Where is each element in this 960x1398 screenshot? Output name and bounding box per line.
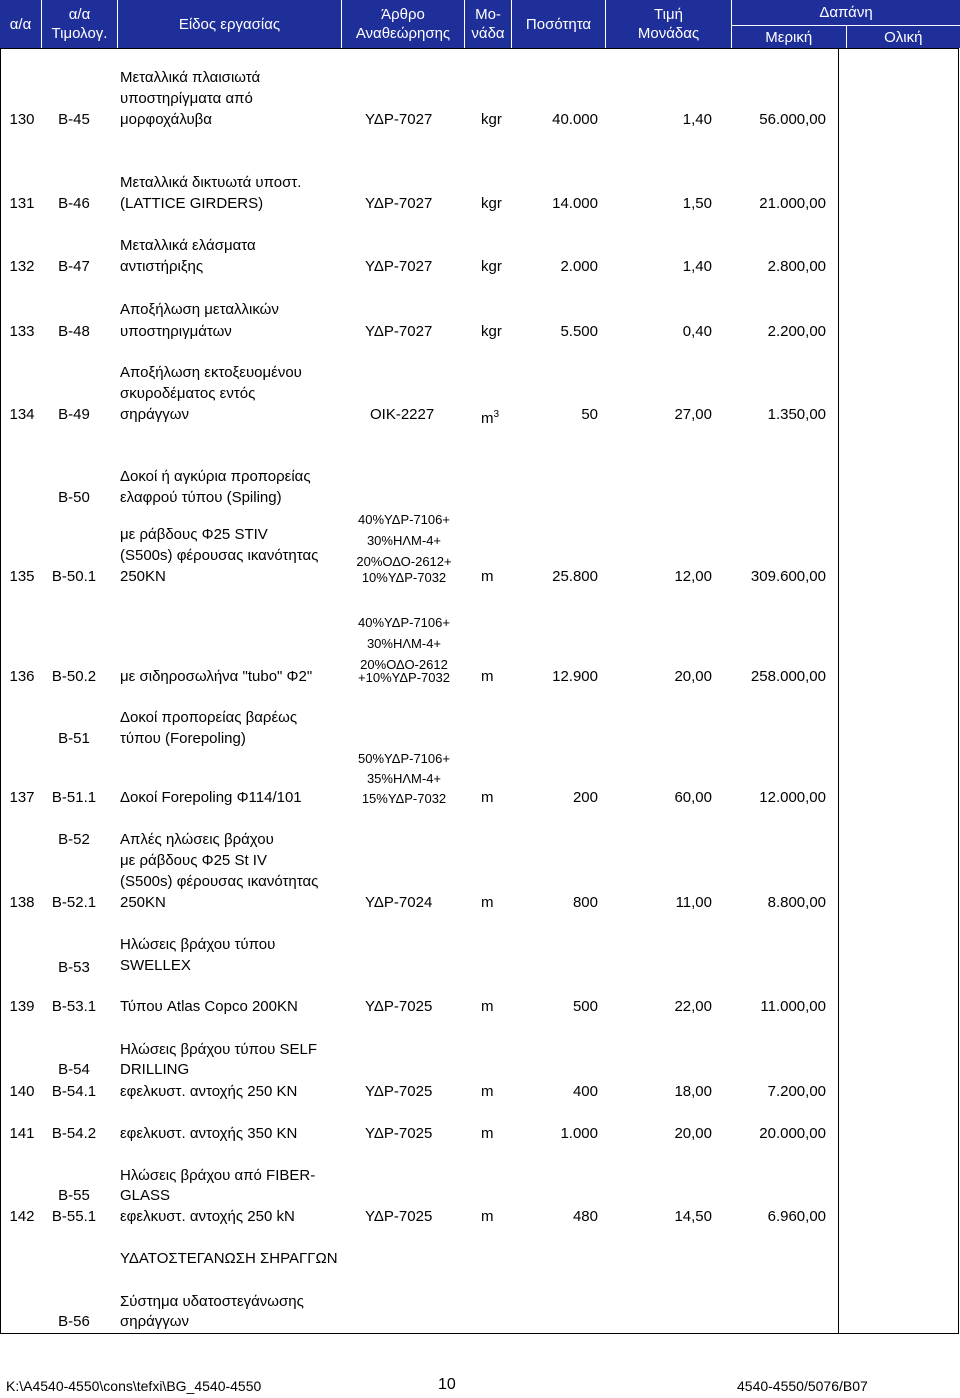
header-arthro-label-1: Άρθρο xyxy=(381,6,425,23)
row-132-code: Β-47 xyxy=(58,258,90,275)
row-135-code: Β-50.1 xyxy=(51,568,97,585)
row-136-num: 136 xyxy=(9,668,35,685)
b56-desc-1: Σύστημα υδατοστεγάνωσης xyxy=(120,1293,304,1310)
row-135-num: 135 xyxy=(9,568,35,585)
row-130-art: ΥΔΡ-7027 xyxy=(365,111,433,128)
row-141-part: 20.000,00 xyxy=(759,1125,826,1142)
row-135-art-1: 40%ΥΔΡ-7106+ xyxy=(358,512,450,527)
row-132-unit: kgr xyxy=(481,258,502,275)
row-140-code: Β-54.1 xyxy=(51,1083,97,1100)
row-139-num: 139 xyxy=(9,998,35,1015)
row-130-desc-2: υποστηρίγματα από xyxy=(120,90,253,107)
b56-desc-2: σηράγγων xyxy=(120,1313,190,1330)
b51-code: Β-51 xyxy=(58,730,90,747)
row-136-art-3: 20%ΟΔΟ-2612 xyxy=(360,657,448,672)
header-timi xyxy=(606,0,732,48)
row-142-group-code: Β-55 xyxy=(58,1187,90,1204)
row-133-desc-1: Αποξήλωση μεταλλικών xyxy=(120,301,279,318)
row-142-code: Β-55.1 xyxy=(51,1208,97,1225)
row-138-desc-3: (S500s) φέρουσας ικανότητας xyxy=(120,873,319,890)
row-134-unit-sup: 3 xyxy=(493,409,500,420)
row-139-desc: Τύπου Atlas Copco 200KN xyxy=(120,998,298,1015)
row-142-desc-1: Ηλώσεις βράχου από FIBER- xyxy=(120,1167,316,1184)
row-133-num: 133 xyxy=(9,323,35,340)
row-135-unit: m xyxy=(481,568,494,585)
page-footer xyxy=(0,1378,960,1398)
header-timi-label-2: Μονάδας xyxy=(637,25,700,42)
header-eidos-label: Είδος εργασίας xyxy=(178,15,281,33)
row-138-desc-4: 250KN xyxy=(120,894,166,911)
row-140-num: 140 xyxy=(9,1083,35,1100)
row-136-desc: με σιδηροσωλήνα "tubo" Φ2" xyxy=(120,668,313,685)
row-139-art: ΥΔΡ-7025 xyxy=(365,998,433,1015)
row-142-qty: 480 xyxy=(572,1208,598,1225)
row-134-desc-3: σηράγγων xyxy=(120,406,190,423)
row-134-desc-2: σκυροδέματος εντός xyxy=(120,385,256,402)
header-dapani-label: Δαπάνη xyxy=(732,0,960,26)
row-135-art-3: 20%ΟΔΟ-2612+ xyxy=(356,554,452,569)
row-141-qty: 1.000 xyxy=(560,1125,598,1142)
row-141-code: Β-54.2 xyxy=(51,1125,97,1142)
row-140-qty: 400 xyxy=(572,1083,598,1100)
footer-file-path: K:\A4540-4550\cons\tefxi\BG_4540-4550 xyxy=(6,1378,262,1394)
row-131-qty: 14.000 xyxy=(552,195,598,212)
row-137-price: 60,00 xyxy=(674,789,712,806)
row-135-qty: 25.800 xyxy=(552,568,598,585)
row-135-desc-3: 250KN xyxy=(120,568,166,585)
row-140-part: 7.200,00 xyxy=(767,1083,826,1100)
row-132-part: 2.800,00 xyxy=(767,258,826,275)
row-134-price: 27,00 xyxy=(674,406,712,423)
row-132-desc-1: Μεταλλικά ελάσματα xyxy=(120,237,256,254)
row-130-part: 56.000,00 xyxy=(759,111,826,128)
row-133-part: 2.200,00 xyxy=(767,323,826,340)
row-134-unit-base: m xyxy=(481,410,494,427)
b50-desc-1: Δοκοί ή αγκύρια προπορείας xyxy=(120,468,311,485)
row-133-price: 0,40 xyxy=(682,323,712,340)
row-131-art: ΥΔΡ-7027 xyxy=(365,195,433,212)
row-142-num: 142 xyxy=(9,1208,35,1225)
row-140-art: ΥΔΡ-7025 xyxy=(365,1083,433,1100)
b56-code: Β-56 xyxy=(58,1313,90,1330)
row-138-num: 138 xyxy=(9,894,35,911)
header-posotita-label: Ποσότητα xyxy=(525,15,592,33)
row-137-code: Β-51.1 xyxy=(51,789,97,806)
row-132-num: 132 xyxy=(9,258,35,275)
row-141-price: 20,00 xyxy=(674,1125,712,1142)
row-136-unit: m xyxy=(481,668,494,685)
row-141-unit: m xyxy=(481,1125,494,1142)
row-137-num: 137 xyxy=(9,789,35,806)
row-136-code: Β-50.2 xyxy=(51,668,97,685)
footer-reference: 4540-4550/5076/B07 xyxy=(737,1378,868,1394)
row-130-desc-1: Μεταλλικά πλαισιωτά xyxy=(120,69,261,86)
row-138-group-code: Β-52 xyxy=(58,831,90,848)
row-135-desc-2: (S500s) φέρουσας ικανότητας xyxy=(120,547,319,564)
row-134-num: 134 xyxy=(9,406,35,423)
row-135-part: 309.600,00 xyxy=(750,568,826,585)
header-monada-label-1: Μο- xyxy=(475,6,501,23)
row-133-art: ΥΔΡ-7027 xyxy=(365,323,433,340)
row-142-price: 14,50 xyxy=(674,1208,712,1225)
row-142-unit: m xyxy=(481,1208,494,1225)
row-139-code: Β-53.1 xyxy=(51,998,97,1015)
header-aa xyxy=(0,0,42,48)
row-137-art-2: 35%ΗΛΜ-4+ xyxy=(366,771,442,786)
row-141-num: 141 xyxy=(9,1125,35,1142)
header-eidos xyxy=(118,0,342,48)
b50-desc-2: ελαφρού τύπου (Spiling) xyxy=(120,489,282,506)
row-134-code: Β-49 xyxy=(58,406,90,423)
row-135-art-2: 30%ΗΛΜ-4+ xyxy=(366,533,442,548)
header-aa-label: α/α xyxy=(9,15,32,33)
row-137-unit: m xyxy=(481,789,494,806)
row-138-price: 11,00 xyxy=(675,894,712,911)
header-arthro xyxy=(342,0,465,48)
header-dapani xyxy=(732,0,960,48)
row-131-code: Β-46 xyxy=(58,195,90,212)
row-134-desc-1: Αποξήλωση εκτοξευομένου xyxy=(120,364,302,381)
row-139-unit: m xyxy=(481,998,494,1015)
row-136-art-2: 30%ΗΛΜ-4+ xyxy=(366,636,442,651)
b53-desc-2: SWELLEX xyxy=(120,957,191,974)
row-142-desc-2: GLASS xyxy=(120,1187,171,1204)
header-aa-tim-label-1: α/α xyxy=(68,6,91,23)
row-134-qty: 50 xyxy=(581,406,598,423)
row-138-desc-2: με ράβδους Φ25 St IV xyxy=(120,852,267,869)
header-oliki-label: Ολική xyxy=(884,28,923,46)
row-140-desc-2: DRILLING xyxy=(120,1061,190,1078)
row-130-unit: kgr xyxy=(481,111,502,128)
row-134-part: 1.350,00 xyxy=(767,406,826,423)
row-136-art-1: 40%ΥΔΡ-7106+ xyxy=(358,615,450,630)
row-131-price: 1,50 xyxy=(682,195,712,212)
b50-code: Β-50 xyxy=(58,489,90,506)
row-137-art-1: 50%ΥΔΡ-7106+ xyxy=(358,751,450,766)
header-posotita xyxy=(512,0,606,48)
row-130-code: Β-45 xyxy=(58,111,90,128)
table-header xyxy=(0,0,960,48)
row-139-part: 11.000,00 xyxy=(760,998,826,1015)
header-monada xyxy=(465,0,512,48)
row-140-unit: m xyxy=(481,1083,494,1100)
row-131-desc-1: Μεταλλικά δικτυωτά υποστ. xyxy=(120,174,302,191)
row-140-desc-3: εφελκυστ. αντοχής 250 ΚΝ xyxy=(120,1083,298,1100)
section-title: ΥΔΑΤΟΣΤΕΓΑΝΩΣΗ ΣΗΡΑΓΓΩΝ xyxy=(120,1250,338,1267)
row-136-qty: 12.900 xyxy=(552,668,598,685)
row-133-unit: kgr xyxy=(481,323,502,340)
header-timi-label-1: Τιμή xyxy=(654,6,683,23)
row-137-qty: 200 xyxy=(572,789,598,806)
row-130-num: 130 xyxy=(9,111,35,128)
row-131-desc-2: (LATTICE GIRDERS) xyxy=(120,195,264,212)
row-136-price: 20,00 xyxy=(674,668,712,685)
header-monada-label-2: νάδα xyxy=(471,25,505,42)
row-137-desc: Δοκοί Forepoling Φ114/101 xyxy=(120,789,302,806)
row-141-desc: εφελκυστ. αντοχής 350 ΚΝ xyxy=(120,1125,298,1142)
row-137-art-3: 15%ΥΔΡ-7032 xyxy=(361,791,447,806)
row-135-art-4: 10%ΥΔΡ-7032 xyxy=(361,570,447,585)
row-138-art: ΥΔΡ-7024 xyxy=(365,894,433,911)
row-135-desc-1: με ράβδους Φ25 STIV xyxy=(120,526,268,543)
row-142-part: 6.960,00 xyxy=(767,1208,826,1225)
row-142-desc-3: εφελκυστ. αντοχής 250 kN xyxy=(120,1208,295,1225)
row-140-price: 18,00 xyxy=(674,1083,712,1100)
row-140-group-code: Β-54 xyxy=(58,1061,90,1078)
row-139-price: 22,00 xyxy=(674,998,712,1015)
row-130-desc-3: μορφοχάλυβα xyxy=(120,111,212,128)
row-138-unit: m xyxy=(481,894,494,911)
row-138-qty: 800 xyxy=(572,894,598,911)
row-133-qty: 5.500 xyxy=(560,323,598,340)
row-133-desc-2: υποστηριγμάτων xyxy=(120,323,232,340)
row-139-qty: 500 xyxy=(572,998,598,1015)
column-divider-oliki xyxy=(838,48,839,1334)
row-138-part: 8.800,00 xyxy=(767,894,826,911)
row-140-desc-1: Ηλώσεις βράχου τύπου SELF xyxy=(120,1041,317,1058)
row-132-price: 1,40 xyxy=(682,258,712,275)
row-132-desc-2: αντιστήριξης xyxy=(120,258,204,275)
row-130-qty: 40.000 xyxy=(552,111,598,128)
row-135-price: 12,00 xyxy=(674,568,712,585)
row-131-unit: kgr xyxy=(481,195,502,212)
header-meriki-label: Μερική xyxy=(732,26,847,48)
row-136-art-4: +10%ΥΔΡ-7032 xyxy=(358,670,450,685)
row-133-code: Β-48 xyxy=(58,323,90,340)
header-aa-tim-label-2: Τιμολογ. xyxy=(51,25,108,42)
header-arthro-label-2: Αναθεώρησης xyxy=(355,25,451,42)
row-137-part: 12.000,00 xyxy=(759,789,826,806)
b51-desc-2: τύπου (Forepoling) xyxy=(120,730,246,747)
row-130-price: 1,40 xyxy=(682,111,712,128)
row-132-art: ΥΔΡ-7027 xyxy=(365,258,433,275)
b53-desc-1: Ηλώσεις βράχου τύπου xyxy=(120,936,276,953)
row-131-num: 131 xyxy=(9,195,35,212)
footer-page-number: 10 xyxy=(438,1376,456,1393)
b53-code: Β-53 xyxy=(58,959,90,976)
row-131-part: 21.000,00 xyxy=(759,195,826,212)
row-141-art: ΥΔΡ-7025 xyxy=(365,1125,433,1142)
row-138-desc-1: Απλές ηλώσεις βράχου xyxy=(120,831,274,848)
row-134-art: ΟΙΚ-2227 xyxy=(370,406,435,423)
header-aa-timologiou xyxy=(42,0,118,48)
row-136-part: 258.000,00 xyxy=(750,668,826,685)
row-142-art: ΥΔΡ-7025 xyxy=(365,1208,433,1225)
row-138-code: Β-52.1 xyxy=(51,894,97,911)
row-132-qty: 2.000 xyxy=(560,258,598,275)
b51-desc-1: Δοκοί προπορείας βαρέως xyxy=(120,709,298,726)
row-134-unit xyxy=(481,405,499,428)
